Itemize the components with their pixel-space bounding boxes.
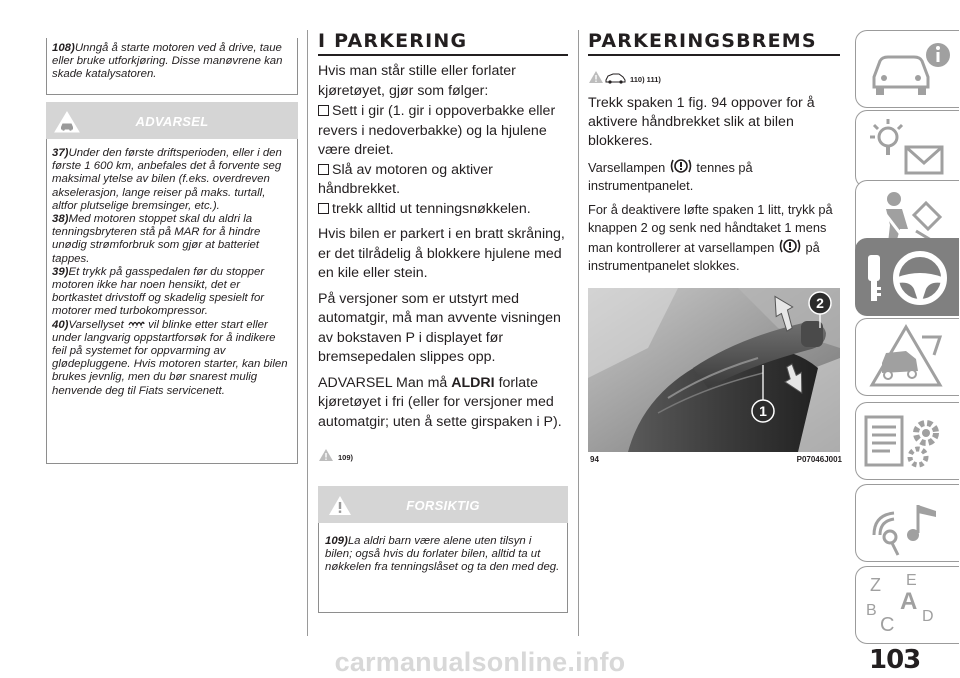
figure-caption (590, 455, 842, 464)
handbrake-illustration (588, 288, 840, 452)
warning-title: ADVARSEL (135, 114, 209, 129)
note-text: Unngå å starte motoren ved å drive, taue eller bruke utforkjøring. Disse manøvrene kan skade katalysatoren. (52, 42, 283, 81)
index-letter: E (906, 572, 917, 589)
paragraph: ADVARSEL Man må ALDRI forlate kjøretøyet i fri (eller for versjoner med automatgir; uten å sette girspaken i P). (318, 374, 562, 430)
index-icon (856, 567, 960, 645)
intro-text: Hvis man står stille eller forlater kjøretøyet, gjør som følger: (318, 63, 516, 99)
figure-number: 94 (590, 455, 599, 464)
checkbox-bullet-icon (318, 105, 329, 116)
section-heading-parking-brake: PARKERINGSBREMS (588, 30, 840, 56)
note-39: 39)Et trykk på gasspedalen før du stopper motoren ikke har noen hensikt, det er bortkastet drivstoff og skadelig spesielt for motorer med turbokompressor. (52, 265, 265, 318)
paragraph: Varsellampen tennes på instrumentpanelet. (588, 157, 840, 195)
warning-lights-icon (856, 111, 960, 189)
column-divider (307, 30, 308, 636)
warning-notes-box (46, 139, 298, 464)
tab-multimedia[interactable] (855, 484, 959, 562)
paragraph: For å deaktivere løfte spaken 1 litt, trykk på knappen 2 og senk ned håndtaket 1 mens man kontrollerer at varsellampen på instrumentpanelet slokkes. (588, 202, 833, 273)
checkbox-bullet-icon (318, 203, 329, 214)
reference-line (318, 444, 568, 462)
index-letter: C (880, 614, 895, 636)
page-number: 103 (869, 645, 921, 675)
warning-reference-icon (588, 70, 604, 84)
brake-warning-light-icon (669, 157, 693, 175)
bullet-item: Slå av motoren og aktiver håndbrekket. (318, 161, 493, 197)
paragraph: Hvis bilen er parkert i en bratt skråning, er det tilrådelig å blokkere hjulene med en kile eller stein. (318, 226, 565, 281)
reference-numbers: 110) 111) (630, 75, 661, 84)
warning-reference-icon (318, 448, 334, 462)
starting-driving-icon (856, 239, 960, 317)
watermark-text: carmanualsonline.info (334, 647, 626, 677)
note-number: 109) (325, 535, 348, 547)
tab-car-info[interactable] (855, 30, 959, 108)
tab-warning-lights[interactable] (855, 110, 959, 188)
handbrake-figure (588, 288, 840, 452)
note-number: 108) (52, 42, 75, 54)
maintenance-icon (856, 403, 960, 481)
emergency-icon (856, 319, 960, 397)
tab-emergency[interactable] (855, 318, 959, 396)
tab-index[interactable] (855, 566, 959, 644)
reference-line (588, 66, 840, 84)
multimedia-icon (856, 485, 960, 563)
brake-warning-light-icon (778, 237, 802, 255)
column-divider (578, 30, 579, 636)
paragraph: På versjoner som er utstyrt med automatgir, må man avvente visningen av bokstaven P i displayet før bremsepedalen slippes opp. (318, 290, 561, 365)
note-37: 37)Under den første driftsperioden, eller i den første 1 600 km, anbefales det å forvente seg maksimal ytelse av bilen (f.eks. overdreven akselerasjon, lange reiser på maks. turtall, altfor plutselige bremsinger, etc.). (52, 147, 282, 212)
column-left (46, 38, 298, 464)
bullet-item: trekk alltid ut tenningsnøkkelen. (318, 200, 568, 220)
car-info-icon (856, 31, 960, 109)
reference-number: 109) (338, 453, 354, 462)
index-letter: Z (870, 575, 881, 595)
caution-title: FORSIKTIG (406, 498, 480, 513)
checkbox-bullet-icon (318, 164, 329, 175)
callout-label-1: 1 (759, 403, 767, 419)
note-40: 40)Varsellyset vil blinke etter start eller under langvarig oppstartforsøk for å indikere feil på systemet for oppvarming av glødepluggene. Hvis motoren starter, kan bilen brukes jevnlig, men du bør snarest mulig henvende deg til Fiats servicenett. (52, 318, 288, 397)
glow-plug-icon (127, 319, 145, 328)
index-letter: A (900, 588, 918, 615)
note-38: 38)Med motoren stoppet skal du aldri la tenningsbryteren stå på MAR for å hindre unødig strømforbruk som gjør at batteriet tappes. (52, 213, 261, 265)
caution-header (318, 486, 568, 523)
callout-label-2: 2 (816, 295, 824, 311)
tab-starting-driving[interactable] (855, 238, 959, 316)
bullet-item: Sett i gir (1. gir i oppoverbakke eller revers i nedoverbakke) og la hjulene være dreiet. (318, 103, 556, 158)
car-reference-icon (604, 70, 626, 84)
section-heading-parking: I PARKERING (318, 30, 568, 56)
column-right (588, 30, 840, 275)
note-box-108 (46, 38, 298, 95)
index-letter: B (866, 602, 877, 619)
figure-code: P07046J001 (796, 455, 842, 464)
tab-maintenance[interactable] (855, 402, 959, 480)
warning-header (46, 102, 298, 139)
paragraph: Trekk spaken 1 fig. 94 oppover for å aktivere håndbrekket slik at bilen blokkeres. (588, 95, 815, 149)
caution-box (318, 523, 568, 613)
index-letter: D (922, 608, 934, 625)
caution-text: La aldri barn være alene uten tilsyn i bilen; også hvis du forlater bilen, alltid ta ut nøkkelen fra tenningslåset og ta den med deg. (325, 535, 560, 574)
column-middle (318, 30, 568, 613)
